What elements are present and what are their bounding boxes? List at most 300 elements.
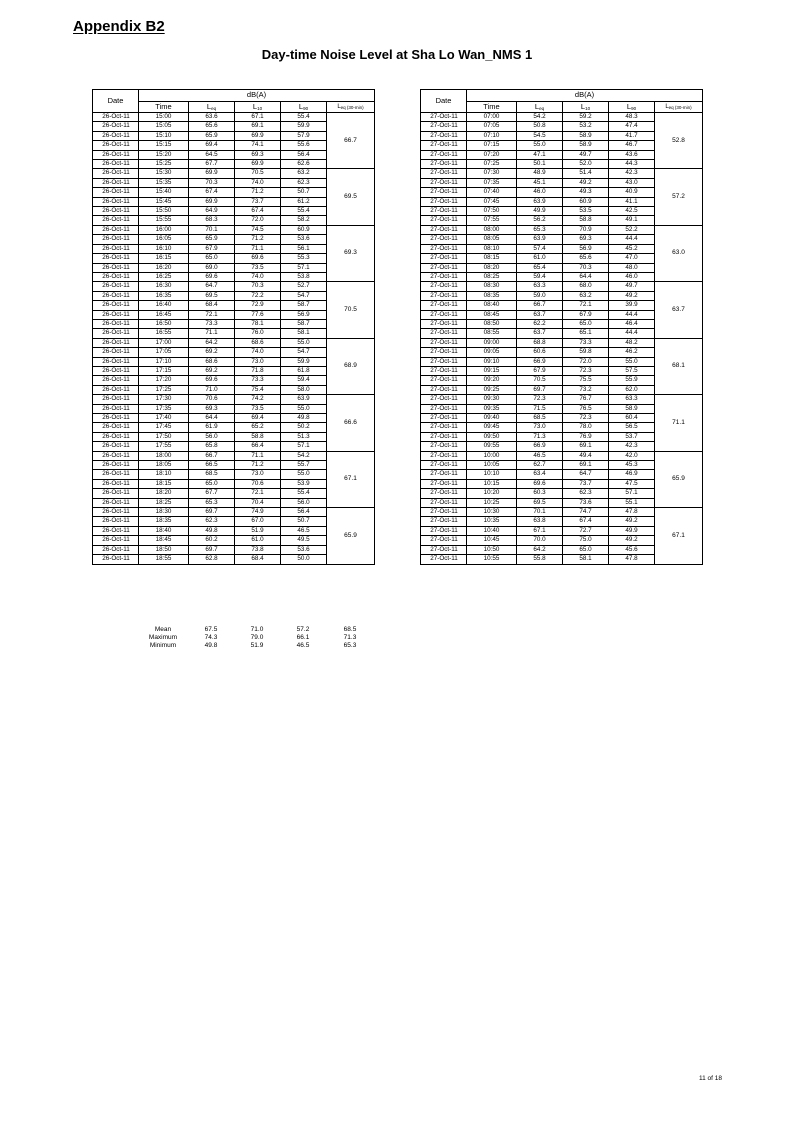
leq-cell: 65.3	[189, 498, 235, 507]
date-cell: 26-Oct-11	[93, 329, 139, 338]
l10-cell: 68.4	[235, 555, 281, 564]
l90-cell: 59.4	[281, 376, 327, 385]
l10-cell: 76.0	[235, 329, 281, 338]
date-cell: 26-Oct-11	[93, 338, 139, 347]
l90-cell: 46.0	[609, 272, 655, 281]
l10-cell: 71.1	[235, 451, 281, 460]
time-header: Time	[467, 102, 517, 113]
l10-cell: 70.4	[235, 498, 281, 507]
l10-cell: 78.0	[563, 423, 609, 432]
l90-cell: 61.2	[281, 197, 327, 206]
l90-header: $L_{90}$	[609, 102, 655, 113]
leq-cell: 71.5	[517, 404, 563, 413]
date-cell: 27-Oct-11	[421, 329, 467, 338]
date-cell: 27-Oct-11	[421, 348, 467, 357]
summary-leq30: 68.5	[343, 626, 357, 633]
leq-cell: 68.8	[517, 338, 563, 347]
l10-cell: 69.3	[563, 235, 609, 244]
date-cell: 26-Oct-11	[93, 461, 139, 470]
date-cell: 26-Oct-11	[93, 423, 139, 432]
leq-cell: 73.3	[189, 319, 235, 328]
time-cell: 07:10	[467, 131, 517, 140]
page-title: Day-time Noise Level at Sha Lo Wan_NMS 1	[261, 47, 533, 62]
l90-cell: 41.7	[609, 131, 655, 140]
l10-cell: 65.1	[563, 329, 609, 338]
date-cell: 27-Oct-11	[421, 244, 467, 253]
time-cell: 07:50	[467, 207, 517, 216]
l10-cell: 67.4	[235, 207, 281, 216]
time-cell: 08:10	[467, 244, 517, 253]
leq-cell: 55.0	[517, 141, 563, 150]
l90-cell: 62.0	[609, 385, 655, 394]
time-cell: 18:30	[139, 508, 189, 517]
leq-cell: 70.1	[517, 508, 563, 517]
l90-cell: 55.4	[281, 207, 327, 216]
l10-cell: 71.2	[235, 461, 281, 470]
time-cell: 18:05	[139, 461, 189, 470]
time-cell: 10:40	[467, 526, 517, 535]
time-cell: 08:45	[467, 310, 517, 319]
l90-cell: 56.4	[281, 508, 327, 517]
leq-cell: 61.9	[189, 423, 235, 432]
summary-l10: 79.0	[250, 634, 264, 642]
l10-cell: 74.0	[235, 178, 281, 187]
l90-cell: 57.1	[281, 442, 327, 451]
time-cell: 18:00	[139, 451, 189, 460]
time-cell: 10:20	[467, 489, 517, 498]
leq30-cell: 65.9	[327, 508, 375, 564]
time-cell: 18:20	[139, 489, 189, 498]
l10-cell: 72.1	[235, 489, 281, 498]
l10-cell: 67.4	[563, 517, 609, 526]
leq-cell: 57.4	[517, 244, 563, 253]
l90-cell: 55.0	[281, 404, 327, 413]
date-cell: 27-Oct-11	[421, 442, 467, 451]
date-cell: 27-Oct-11	[421, 338, 467, 347]
l90-cell: 55.0	[609, 357, 655, 366]
leq-cell: 61.0	[517, 254, 563, 263]
leq-cell: 65.4	[517, 263, 563, 272]
time-cell: 16:25	[139, 272, 189, 281]
leq-cell: 67.4	[189, 188, 235, 197]
leq-cell: 69.9	[189, 197, 235, 206]
time-cell: 18:55	[139, 555, 189, 564]
summary-l90: 57.2	[296, 626, 310, 633]
l90-cell: 52.2	[609, 225, 655, 234]
date-cell: 26-Oct-11	[93, 319, 139, 328]
date-cell: 26-Oct-11	[93, 207, 139, 216]
l10-cell: 62.3	[563, 489, 609, 498]
leq30-cell: 71.1	[655, 395, 703, 451]
time-cell: 17:50	[139, 432, 189, 441]
leq-header: $L_{eq}$	[517, 102, 563, 113]
l90-cell: 49.1	[609, 216, 655, 225]
l10-cell: 72.3	[563, 366, 609, 375]
time-cell: 07:20	[467, 150, 517, 159]
l90-cell: 63.3	[609, 395, 655, 404]
leq-cell: 48.9	[517, 169, 563, 178]
l90-cell: 54.7	[281, 291, 327, 300]
leq-cell: 60.2	[189, 536, 235, 545]
leq-cell: 70.0	[517, 536, 563, 545]
l90-cell: 48.0	[609, 263, 655, 272]
leq-cell: 68.3	[189, 216, 235, 225]
l90-cell: 57.9	[281, 131, 327, 140]
l10-cell: 72.3	[563, 414, 609, 423]
leq30-cell: 69.5	[327, 169, 375, 225]
l10-cell: 61.0	[235, 536, 281, 545]
date-cell: 27-Oct-11	[421, 555, 467, 564]
leq30-cell: 67.1	[655, 508, 703, 564]
l90-cell: 54.7	[281, 348, 327, 357]
leq-cell: 67.9	[189, 244, 235, 253]
l90-cell: 45.6	[609, 545, 655, 554]
l90-cell: 49.9	[609, 526, 655, 535]
dba-header: dB(A)	[467, 90, 703, 102]
l10-cell: 72.2	[235, 291, 281, 300]
leq-cell: 49.9	[517, 207, 563, 216]
l10-cell: 71.2	[235, 188, 281, 197]
noise-table-day2	[420, 89, 703, 565]
date-cell: 26-Oct-11	[93, 122, 139, 131]
noise-table-day1	[92, 89, 375, 565]
time-cell: 09:20	[467, 376, 517, 385]
l90-cell: 56.1	[281, 244, 327, 253]
table-body	[93, 113, 375, 565]
time-cell: 09:05	[467, 348, 517, 357]
time-cell: 16:45	[139, 310, 189, 319]
leq-cell: 67.7	[189, 160, 235, 169]
time-cell: 17:40	[139, 414, 189, 423]
l10-cell: 73.3	[563, 338, 609, 347]
leq-cell: 69.6	[517, 479, 563, 488]
leq-cell: 68.6	[189, 357, 235, 366]
summary-label: Maximum	[148, 634, 178, 642]
l10-cell: 70.3	[563, 263, 609, 272]
l90-cell: 57.1	[281, 263, 327, 272]
l10-cell: 74.0	[235, 272, 281, 281]
date-cell: 27-Oct-11	[421, 282, 467, 291]
l90-cell: 48.2	[609, 338, 655, 347]
l90-cell: 53.6	[281, 235, 327, 244]
l90-cell: 58.7	[281, 319, 327, 328]
leq-cell: 47.1	[517, 150, 563, 159]
time-cell: 18:10	[139, 470, 189, 479]
date-cell: 27-Oct-11	[421, 225, 467, 234]
leq-cell: 69.7	[517, 385, 563, 394]
l10-cell: 70.9	[563, 225, 609, 234]
l90-cell: 55.1	[609, 498, 655, 507]
l10-cell: 77.6	[235, 310, 281, 319]
l10-cell: 65.0	[563, 319, 609, 328]
l10-cell: 76.5	[563, 404, 609, 413]
leq-cell: 70.3	[189, 178, 235, 187]
date-cell: 27-Oct-11	[421, 160, 467, 169]
date-cell: 26-Oct-11	[93, 235, 139, 244]
l90-cell: 55.4	[281, 489, 327, 498]
l90-cell: 50.2	[281, 423, 327, 432]
l90-cell: 58.7	[281, 301, 327, 310]
l90-cell: 56.0	[281, 498, 327, 507]
date-cell: 26-Oct-11	[93, 508, 139, 517]
time-cell: 15:05	[139, 122, 189, 131]
l10-cell: 69.1	[235, 122, 281, 131]
leq-cell: 46.5	[517, 451, 563, 460]
summary-leq30: 65.3	[343, 642, 357, 650]
l10-cell: 59.2	[563, 113, 609, 122]
l10-cell: 76.7	[563, 395, 609, 404]
leq-cell: 50.1	[517, 160, 563, 169]
date-cell: 26-Oct-11	[93, 432, 139, 441]
l90-cell: 58.2	[281, 216, 327, 225]
date-cell: 26-Oct-11	[93, 169, 139, 178]
leq-cell: 65.0	[189, 254, 235, 263]
time-cell: 17:30	[139, 395, 189, 404]
leq30-cell: 66.6	[327, 395, 375, 451]
time-cell: 10:55	[467, 555, 517, 564]
leq-cell: 55.8	[517, 555, 563, 564]
date-cell: 26-Oct-11	[93, 178, 139, 187]
time-cell: 07:30	[467, 169, 517, 178]
time-cell: 16:20	[139, 263, 189, 272]
time-cell: 07:55	[467, 216, 517, 225]
date-cell: 27-Oct-11	[421, 404, 467, 413]
leq30-cell: 63.7	[655, 282, 703, 338]
time-cell: 08:35	[467, 291, 517, 300]
time-cell: 09:00	[467, 338, 517, 347]
l10-cell: 49.4	[563, 451, 609, 460]
date-cell: 27-Oct-11	[421, 423, 467, 432]
leq-cell: 69.0	[189, 263, 235, 272]
l10-cell: 74.7	[563, 508, 609, 517]
leq-cell: 72.3	[517, 395, 563, 404]
leq-cell: 69.3	[189, 404, 235, 413]
date-cell: 26-Oct-11	[93, 451, 139, 460]
summary-spacer	[92, 626, 138, 634]
l90-cell: 48.3	[609, 113, 655, 122]
time-cell: 07:25	[467, 160, 517, 169]
l10-cell: 74.2	[235, 395, 281, 404]
time-cell: 10:35	[467, 517, 517, 526]
leq-cell: 62.2	[517, 319, 563, 328]
l10-cell: 71.8	[235, 366, 281, 375]
date-cell: 26-Oct-11	[93, 150, 139, 159]
leq30-cell: 68.1	[655, 338, 703, 394]
l10-header: $L_{10}$	[563, 102, 609, 113]
l10-cell: 64.4	[563, 272, 609, 281]
l10-cell: 73.7	[563, 479, 609, 488]
leq-cell: 64.9	[189, 207, 235, 216]
date-cell: 26-Oct-11	[93, 216, 139, 225]
table-body	[421, 113, 703, 565]
date-cell: 27-Oct-11	[421, 432, 467, 441]
l10-cell: 74.5	[235, 225, 281, 234]
leq-cell: 69.4	[189, 141, 235, 150]
date-cell: 26-Oct-11	[93, 395, 139, 404]
summary-leq: 67.5	[204, 626, 218, 633]
summary-row	[92, 634, 374, 642]
l10-cell: 73.6	[563, 498, 609, 507]
date-cell: 26-Oct-11	[93, 536, 139, 545]
date-cell: 27-Oct-11	[421, 414, 467, 423]
l10-cell: 72.0	[563, 357, 609, 366]
time-cell: 17:35	[139, 404, 189, 413]
date-cell: 27-Oct-11	[421, 545, 467, 554]
l10-cell: 74.9	[235, 508, 281, 517]
time-cell: 17:20	[139, 376, 189, 385]
time-cell: 08:25	[467, 272, 517, 281]
leq-cell: 63.7	[517, 310, 563, 319]
time-cell: 08:40	[467, 301, 517, 310]
date-cell: 27-Oct-11	[421, 451, 467, 460]
date-cell: 26-Oct-11	[93, 376, 139, 385]
time-cell: 17:10	[139, 357, 189, 366]
l90-cell: 44.4	[609, 235, 655, 244]
l90-cell: 60.9	[281, 225, 327, 234]
l10-cell: 58.9	[563, 141, 609, 150]
leq-cell: 70.1	[189, 225, 235, 234]
l10-cell: 49.7	[563, 150, 609, 159]
l10-cell: 69.1	[563, 442, 609, 451]
l10-cell: 69.3	[235, 150, 281, 159]
time-cell: 17:55	[139, 442, 189, 451]
summary-l90: 46.5	[296, 642, 310, 650]
l90-cell: 55.6	[281, 141, 327, 150]
leq-cell: 71.1	[189, 329, 235, 338]
date-cell: 26-Oct-11	[93, 479, 139, 488]
leq-cell: 62.3	[189, 517, 235, 526]
date-cell: 26-Oct-11	[93, 113, 139, 122]
l90-cell: 60.4	[609, 414, 655, 423]
l90-cell: 53.6	[281, 545, 327, 554]
leq-cell: 54.2	[517, 113, 563, 122]
time-cell: 09:15	[467, 366, 517, 375]
date-cell: 27-Oct-11	[421, 131, 467, 140]
date-cell: 26-Oct-11	[93, 197, 139, 206]
date-cell: 26-Oct-11	[93, 498, 139, 507]
l10-cell: 65.2	[235, 423, 281, 432]
date-cell: 27-Oct-11	[421, 263, 467, 272]
date-cell: 27-Oct-11	[421, 498, 467, 507]
l10-cell: 51.4	[563, 169, 609, 178]
date-cell: 26-Oct-11	[93, 414, 139, 423]
l10-cell: 53.5	[563, 207, 609, 216]
leq30-cell: 65.9	[655, 451, 703, 507]
date-cell: 26-Oct-11	[93, 470, 139, 479]
leq-cell: 66.9	[517, 357, 563, 366]
leq-cell: 68.5	[189, 470, 235, 479]
l10-cell: 67.1	[235, 113, 281, 122]
l10-cell: 67.0	[235, 517, 281, 526]
time-cell: 07:00	[467, 113, 517, 122]
leq30-cell: 66.7	[327, 113, 375, 169]
table-row	[93, 338, 375, 347]
l90-cell: 53.8	[281, 272, 327, 281]
time-cell: 17:00	[139, 338, 189, 347]
l90-cell: 46.2	[609, 348, 655, 357]
l10-cell: 75.0	[563, 536, 609, 545]
leq-cell: 69.6	[189, 376, 235, 385]
appendix-heading: Appendix B2	[73, 18, 165, 35]
date-cell: 26-Oct-11	[93, 404, 139, 413]
date-cell: 26-Oct-11	[93, 545, 139, 554]
date-cell: 27-Oct-11	[421, 385, 467, 394]
l10-cell: 72.0	[235, 216, 281, 225]
l10-cell: 73.3	[235, 376, 281, 385]
date-cell: 27-Oct-11	[421, 508, 467, 517]
date-cell: 27-Oct-11	[421, 122, 467, 131]
table-row	[421, 282, 703, 291]
date-cell: 27-Oct-11	[421, 479, 467, 488]
table-row	[421, 508, 703, 517]
l90-cell: 40.9	[609, 188, 655, 197]
l90-cell: 62.3	[281, 178, 327, 187]
time-cell: 16:50	[139, 319, 189, 328]
date-cell: 26-Oct-11	[93, 160, 139, 169]
l90-cell: 47.4	[609, 122, 655, 131]
l10-cell: 60.9	[563, 197, 609, 206]
time-cell: 09:30	[467, 395, 517, 404]
date-cell: 27-Oct-11	[421, 376, 467, 385]
time-cell: 15:30	[139, 169, 189, 178]
leq-cell: 65.0	[189, 479, 235, 488]
leq-cell: 63.7	[517, 329, 563, 338]
l10-cell: 70.6	[235, 479, 281, 488]
leq-cell: 72.1	[189, 310, 235, 319]
l90-cell: 49.2	[609, 291, 655, 300]
l90-cell: 39.9	[609, 301, 655, 310]
l90-cell: 58.0	[281, 385, 327, 394]
leq-cell: 69.9	[189, 169, 235, 178]
leq-cell: 65.3	[517, 225, 563, 234]
date-cell: 27-Oct-11	[421, 526, 467, 535]
l10-cell: 64.7	[563, 470, 609, 479]
l90-cell: 63.9	[281, 395, 327, 404]
time-cell: 17:45	[139, 423, 189, 432]
leq-cell: 56.0	[189, 432, 235, 441]
leq-cell: 71.0	[189, 385, 235, 394]
time-cell: 15:55	[139, 216, 189, 225]
l90-cell: 42.0	[609, 451, 655, 460]
table-row	[421, 338, 703, 347]
time-cell: 07:40	[467, 188, 517, 197]
time-cell: 15:15	[139, 141, 189, 150]
date-cell: 26-Oct-11	[93, 385, 139, 394]
leq-cell: 71.3	[517, 432, 563, 441]
time-cell: 18:50	[139, 545, 189, 554]
l90-cell: 58.1	[281, 329, 327, 338]
l10-cell: 78.1	[235, 319, 281, 328]
summary-table	[92, 626, 374, 651]
table-row	[421, 451, 703, 460]
date-cell: 27-Oct-11	[421, 272, 467, 281]
time-cell: 10:30	[467, 508, 517, 517]
leq-cell: 65.6	[189, 122, 235, 131]
leq-cell: 60.6	[517, 348, 563, 357]
leq-cell: 67.1	[517, 526, 563, 535]
leq-cell: 62.8	[189, 555, 235, 564]
l10-cell: 66.4	[235, 442, 281, 451]
l10-cell: 67.9	[563, 310, 609, 319]
l90-cell: 47.0	[609, 254, 655, 263]
leq-cell: 63.3	[517, 282, 563, 291]
leq-cell: 69.7	[189, 508, 235, 517]
l10-cell: 73.8	[235, 545, 281, 554]
leq-cell: 65.9	[189, 235, 235, 244]
leq-cell: 69.6	[189, 272, 235, 281]
leq30-cell: 68.9	[327, 338, 375, 394]
l10-cell: 72.1	[563, 301, 609, 310]
